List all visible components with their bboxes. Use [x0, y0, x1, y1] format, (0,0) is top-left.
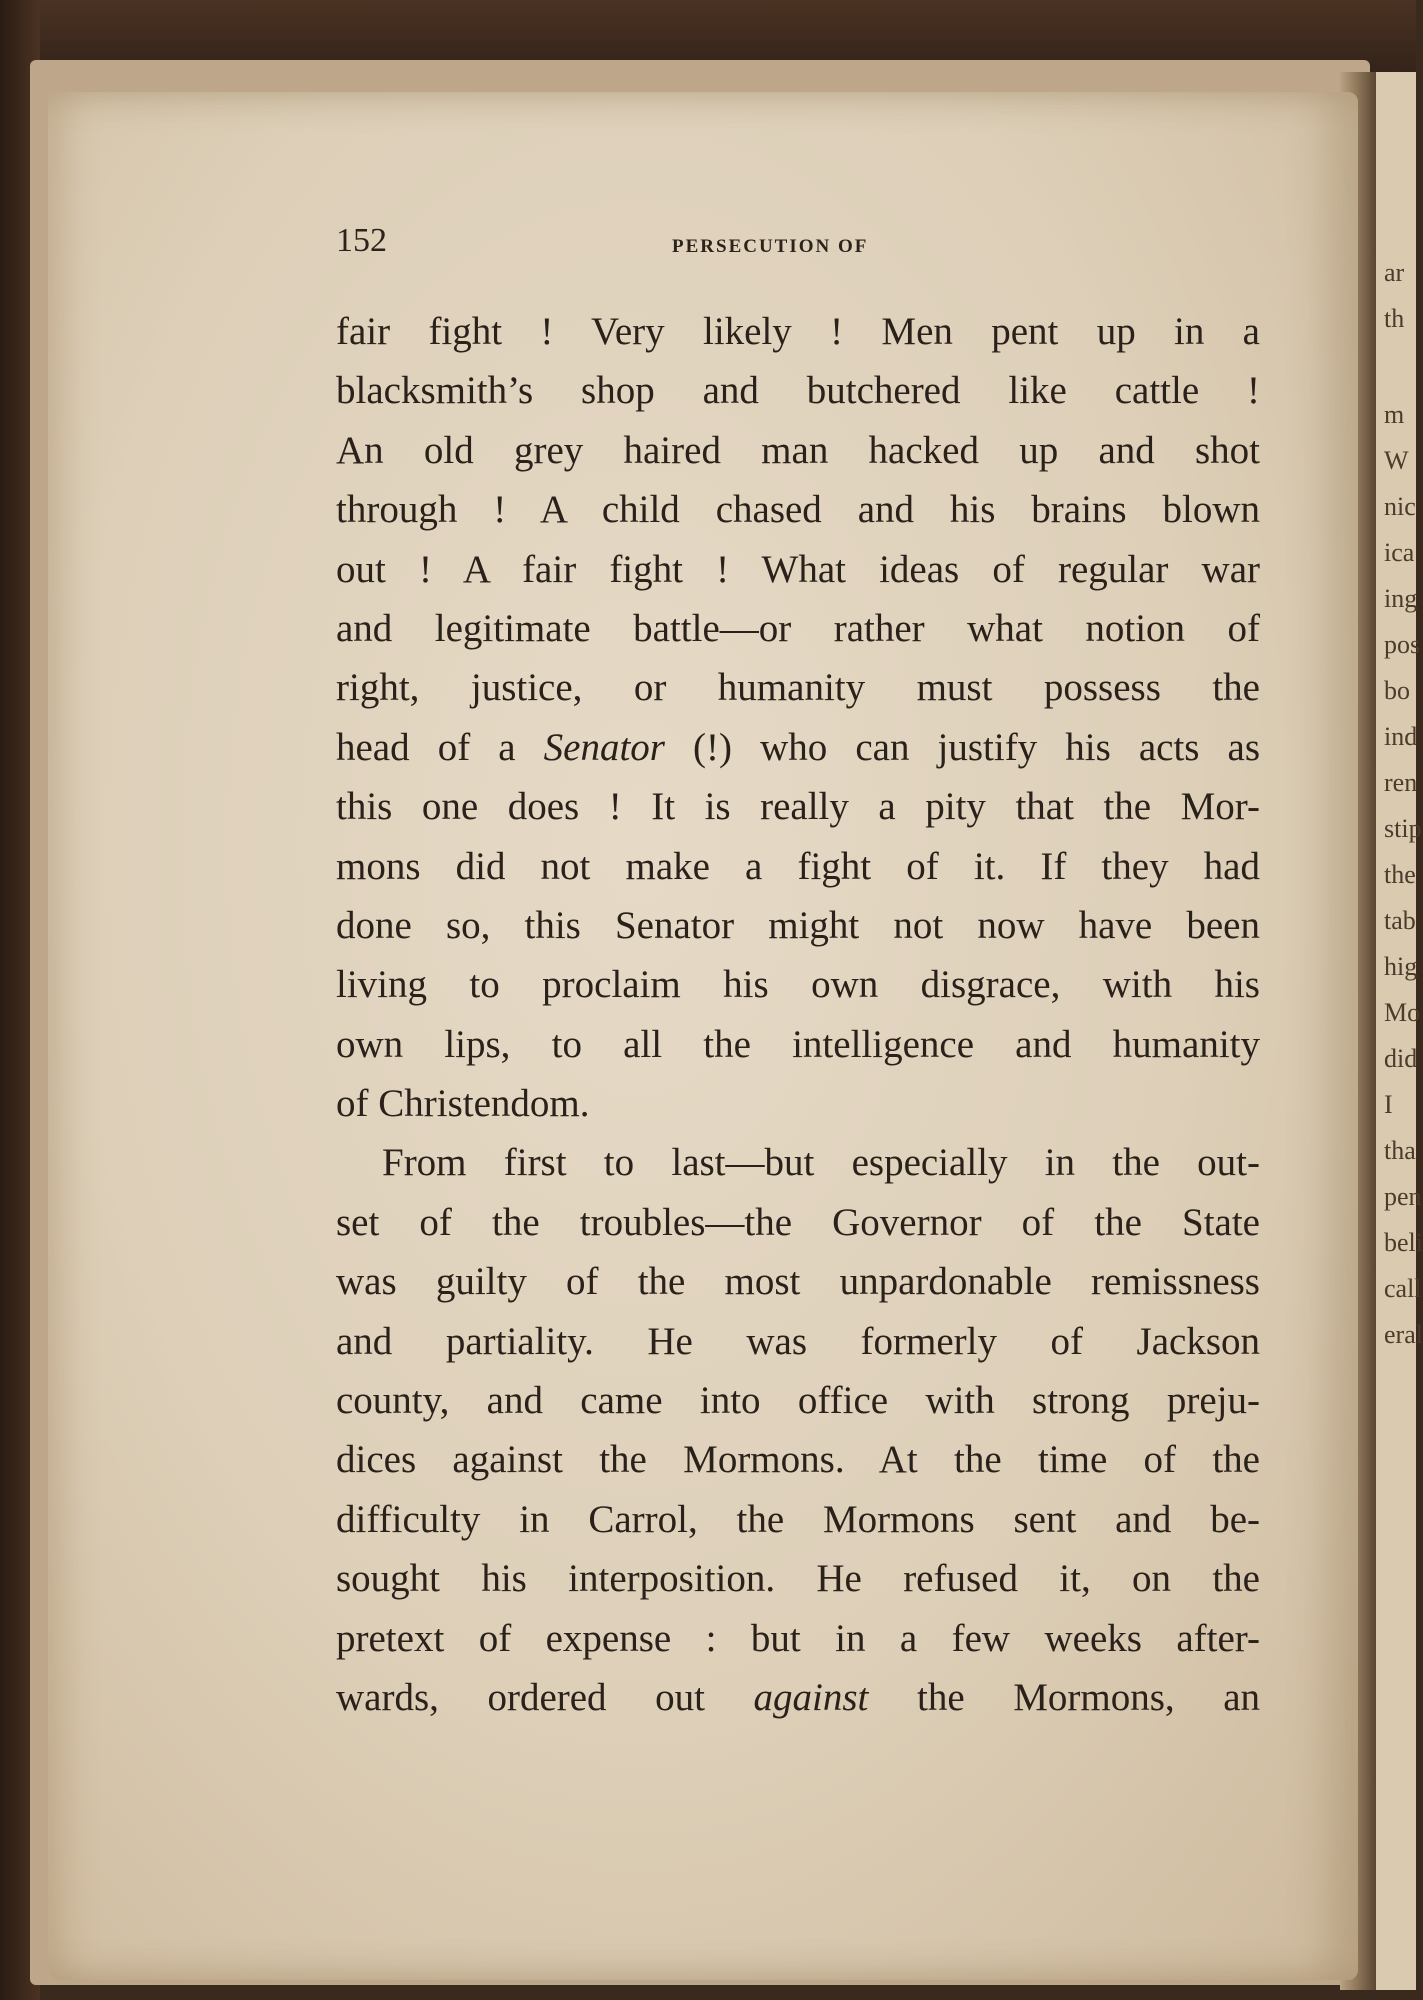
text-line: pretext of expense : but in a few weeks after- — [336, 1616, 1260, 1660]
text-line: was guilty of the most unpardonable remissness — [336, 1260, 1260, 1304]
text-line: blacksmith’s shop and butchered like cattle ! — [336, 369, 1260, 413]
text-line: fair fight ! Very likely ! Men pent up in a — [336, 310, 1260, 353]
facing-page-fragment: W — [1384, 446, 1409, 475]
text-line: difficulty in Carrol, the Mormons sent and be- — [336, 1497, 1260, 1541]
facing-page-fragment: did — [1384, 1044, 1418, 1073]
facing-page-fragment: bo — [1384, 676, 1410, 705]
facing-page-fragment: ica — [1384, 538, 1415, 567]
text-line: living to proclaim his own disgrace, with his — [336, 963, 1260, 1007]
facing-page-fragment: ing — [1384, 584, 1418, 613]
facing-page-fragment: the — [1384, 860, 1416, 889]
facing-page-fragment: stip — [1384, 814, 1422, 843]
facing-page-fragment: m — [1384, 400, 1405, 429]
italic-word: against — [753, 1675, 869, 1719]
text-line: right, justice, or humanity must possess the — [336, 666, 1260, 710]
text-line: through ! A child chased and his brains blown — [336, 488, 1260, 532]
text-segment: head of a — [336, 725, 516, 769]
text-segment: (!) — [693, 725, 733, 769]
text-line — [336, 1668, 1260, 1727]
text-line — [336, 718, 1260, 777]
facing-page-fragment: nic — [1384, 492, 1416, 521]
text-line: sought his interposition. He refused it, on the — [336, 1557, 1260, 1601]
running-head: PERSECUTION OF — [672, 236, 869, 257]
italic-word: Senator — [543, 725, 665, 769]
text-line: own lips, to all the intelligence and humanity — [336, 1022, 1260, 1066]
facing-page-fragment: pen — [1384, 1182, 1422, 1211]
text-line: dices against the Mormons. At the time of the — [336, 1438, 1260, 1482]
text-segment: who can justify his acts as — [760, 725, 1261, 769]
text-line: and partiality. He was formerly of Jackson — [336, 1319, 1260, 1363]
facing-page-fragment: ind — [1384, 722, 1418, 751]
text-line: From first to last—but especially in the out- — [382, 1141, 1260, 1185]
facing-page-fragment: I — [1384, 1090, 1393, 1119]
facing-page-fragment: hig — [1384, 952, 1418, 981]
page-header — [336, 222, 1256, 266]
facing-page-fragment: call — [1384, 1274, 1422, 1303]
facing-page-fragment: ren — [1384, 768, 1418, 797]
text-segment: wards, ordered out — [336, 1675, 705, 1719]
facing-page-fragment: tab — [1384, 906, 1416, 935]
facing-page-fragment: th — [1384, 304, 1405, 333]
text-line: of Christendom. — [336, 1082, 590, 1126]
facing-page-fragment: pos — [1384, 630, 1421, 659]
text-line: set of the troubles—the Governor of the State — [336, 1200, 1260, 1244]
text-line: and legitimate battle—or rather what notion of — [336, 606, 1260, 650]
text-line: mons did not make a fight of it. If they had — [336, 844, 1260, 888]
text-line: county, and came into office with strong preju- — [336, 1379, 1260, 1423]
text-line: done so, this Senator might not now have been — [336, 903, 1260, 947]
body-text — [336, 302, 1260, 1727]
text-line: out ! A fair fight ! What ideas of regular war — [336, 547, 1260, 591]
page-number: 152 — [336, 222, 387, 259]
facing-page-fragment: beli — [1384, 1228, 1423, 1257]
facing-page-fragment: Mo — [1384, 998, 1421, 1027]
facing-page-fragment: tha — [1384, 1136, 1416, 1165]
text-line: An old grey haired man hacked up and shot — [336, 428, 1260, 472]
text-segment: the Mormons, an — [916, 1675, 1261, 1719]
facing-page-fragment: eral — [1384, 1320, 1423, 1349]
facing-page-fragment: ar — [1384, 258, 1405, 287]
facing-page — [1376, 72, 1423, 1990]
text-line: this one does ! It is really a pity that the Mor- — [336, 785, 1260, 829]
